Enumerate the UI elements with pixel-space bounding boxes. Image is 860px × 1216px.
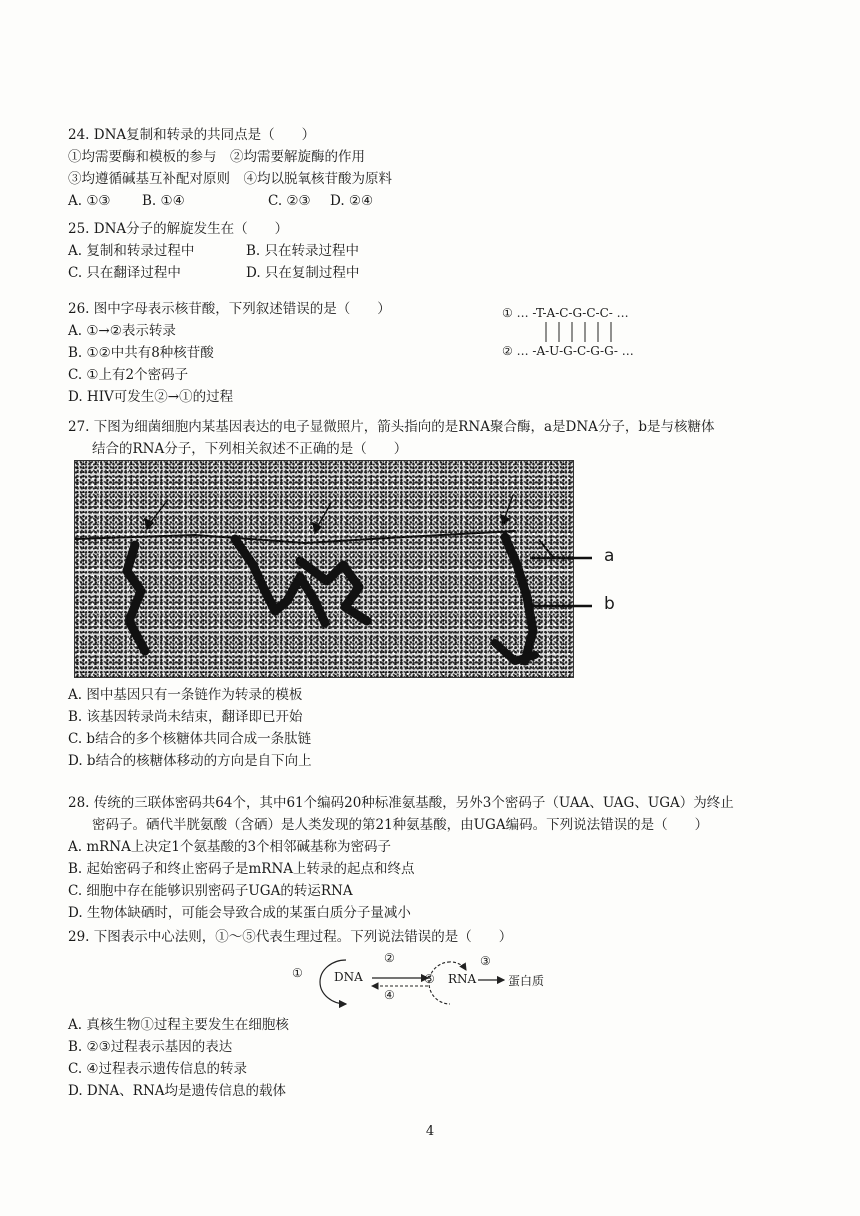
question-28	[68, 792, 734, 924]
option-b[interactable]: B. ①④	[142, 193, 185, 209]
question-29	[68, 926, 512, 948]
question-stem: 24. DNA复制和转录的共同点是（ ）	[68, 127, 316, 143]
question-24	[68, 124, 392, 212]
question-stem-cont: 密码子。硒代半胱氨酸（含硒）是人类发现的第21种氨基酸，由UGA编码。下列说法错误的是（ ）	[92, 817, 709, 833]
option-a[interactable]: A. mRNA上决定1个氨基酸的3个相邻碱基称为密码子	[68, 839, 392, 855]
option-b[interactable]: B. 起始密码子和终止密码子是mRNA上转录的起点和终点	[68, 861, 415, 877]
option-d[interactable]: D. 只在复制过程中	[246, 265, 360, 281]
protein-node: 蛋白质	[508, 974, 545, 988]
question-26	[68, 298, 391, 408]
question-27	[68, 416, 715, 460]
process-2: ②	[384, 951, 395, 965]
question-stem: 27. 下图为细菌细胞内某基因表达的电子显微照片，箭头指向的是RNA聚合酶，a是DNA分子，b是与核糖体	[68, 419, 715, 435]
process-4: ④	[384, 988, 395, 1002]
process-3: ③	[480, 954, 491, 968]
dna-node: DNA	[334, 970, 363, 984]
option-c[interactable]: C. ②③	[268, 193, 311, 209]
option-c[interactable]: C. ①上有2个密码子	[68, 367, 189, 383]
option-b[interactable]: B. 只在转录过程中	[246, 243, 360, 259]
question-stem: 26. 图中字母表示核苷酸，下列叙述错误的是（ ）	[68, 301, 391, 317]
statement-line: ①均需要酶和模板的参与 ②均需要解旋酶的作用	[68, 149, 365, 165]
option-b[interactable]: B. 该基因转录尚未结束，翻译即已开始	[68, 709, 303, 725]
label-leaders	[520, 552, 600, 612]
micrograph-strands	[75, 461, 574, 678]
option-d[interactable]: D. DNA、RNA均是遗传信息的载体	[68, 1083, 287, 1099]
label-b: b	[604, 594, 615, 614]
label-a: a	[604, 546, 615, 566]
base-pair-lines	[540, 322, 640, 344]
option-a[interactable]: A. 图中基因只有一条链作为转录的模板	[68, 687, 303, 703]
option-c[interactable]: C. ④过程表示遗传信息的转录	[68, 1061, 248, 1077]
question-25	[68, 218, 359, 284]
option-b[interactable]: B. ①②中共有8种核苷酸	[68, 345, 214, 361]
option-d[interactable]: D. b结合的核糖体移动的方向是自下向上	[68, 753, 312, 769]
process-1: ①	[292, 966, 303, 980]
rna-node: RNA	[448, 972, 477, 986]
page-number: 4	[425, 1124, 435, 1139]
electron-micrograph	[74, 460, 574, 678]
option-c[interactable]: C. 只在翻译过程中	[68, 265, 181, 281]
option-d[interactable]: D. ②④	[330, 193, 374, 209]
statement-line: ③均遵循碱基互补配对原则 ④均以脱氧核苷酸为原料	[68, 171, 392, 187]
question-29-options	[68, 1014, 289, 1102]
option-a[interactable]: A. ①→②表示转录	[68, 323, 176, 339]
strand-1: ① … -T-A-C-G-C-C- …	[502, 306, 629, 320]
question-stem: 25. DNA分子的解旋发生在（ ）	[68, 221, 289, 237]
question-stem: 28. 传统的三联体密码共64个，其中61个编码20种标准氨基酸，另外3个密码子（UAA、UAG、UGA）为终止	[68, 795, 734, 811]
option-b[interactable]: B. ②③过程表示基因的表达	[68, 1039, 233, 1055]
option-d[interactable]: D. 生物体缺硒时，可能会导致合成的某蛋白质分子量减小	[68, 905, 411, 921]
option-a[interactable]: A. 真核生物①过程主要发生在细胞核	[68, 1017, 289, 1033]
strand-2: ② … -A-U-G-C-G-G- …	[502, 344, 634, 358]
question-stem-cont: 结合的RNA分子，下列相关叙述不正确的是（ ）	[92, 441, 408, 457]
option-d[interactable]: D. HIV可发生②→①的过程	[68, 389, 234, 405]
option-c[interactable]: C. b结合的多个核糖体共同合成一条肽链	[68, 731, 312, 747]
process-5: ⑤	[424, 972, 435, 986]
question-27-options	[68, 684, 312, 772]
option-a[interactable]: A. 复制和转录过程中	[68, 243, 195, 259]
option-c[interactable]: C. 细胞中存在能够识别密码子UGA的转运RNA	[68, 883, 353, 899]
option-a[interactable]: A. ①③	[68, 193, 111, 209]
question-stem: 29. 下图表示中心法则，①～⑤代表生理过程。下列说法错误的是（ ）	[68, 929, 513, 945]
